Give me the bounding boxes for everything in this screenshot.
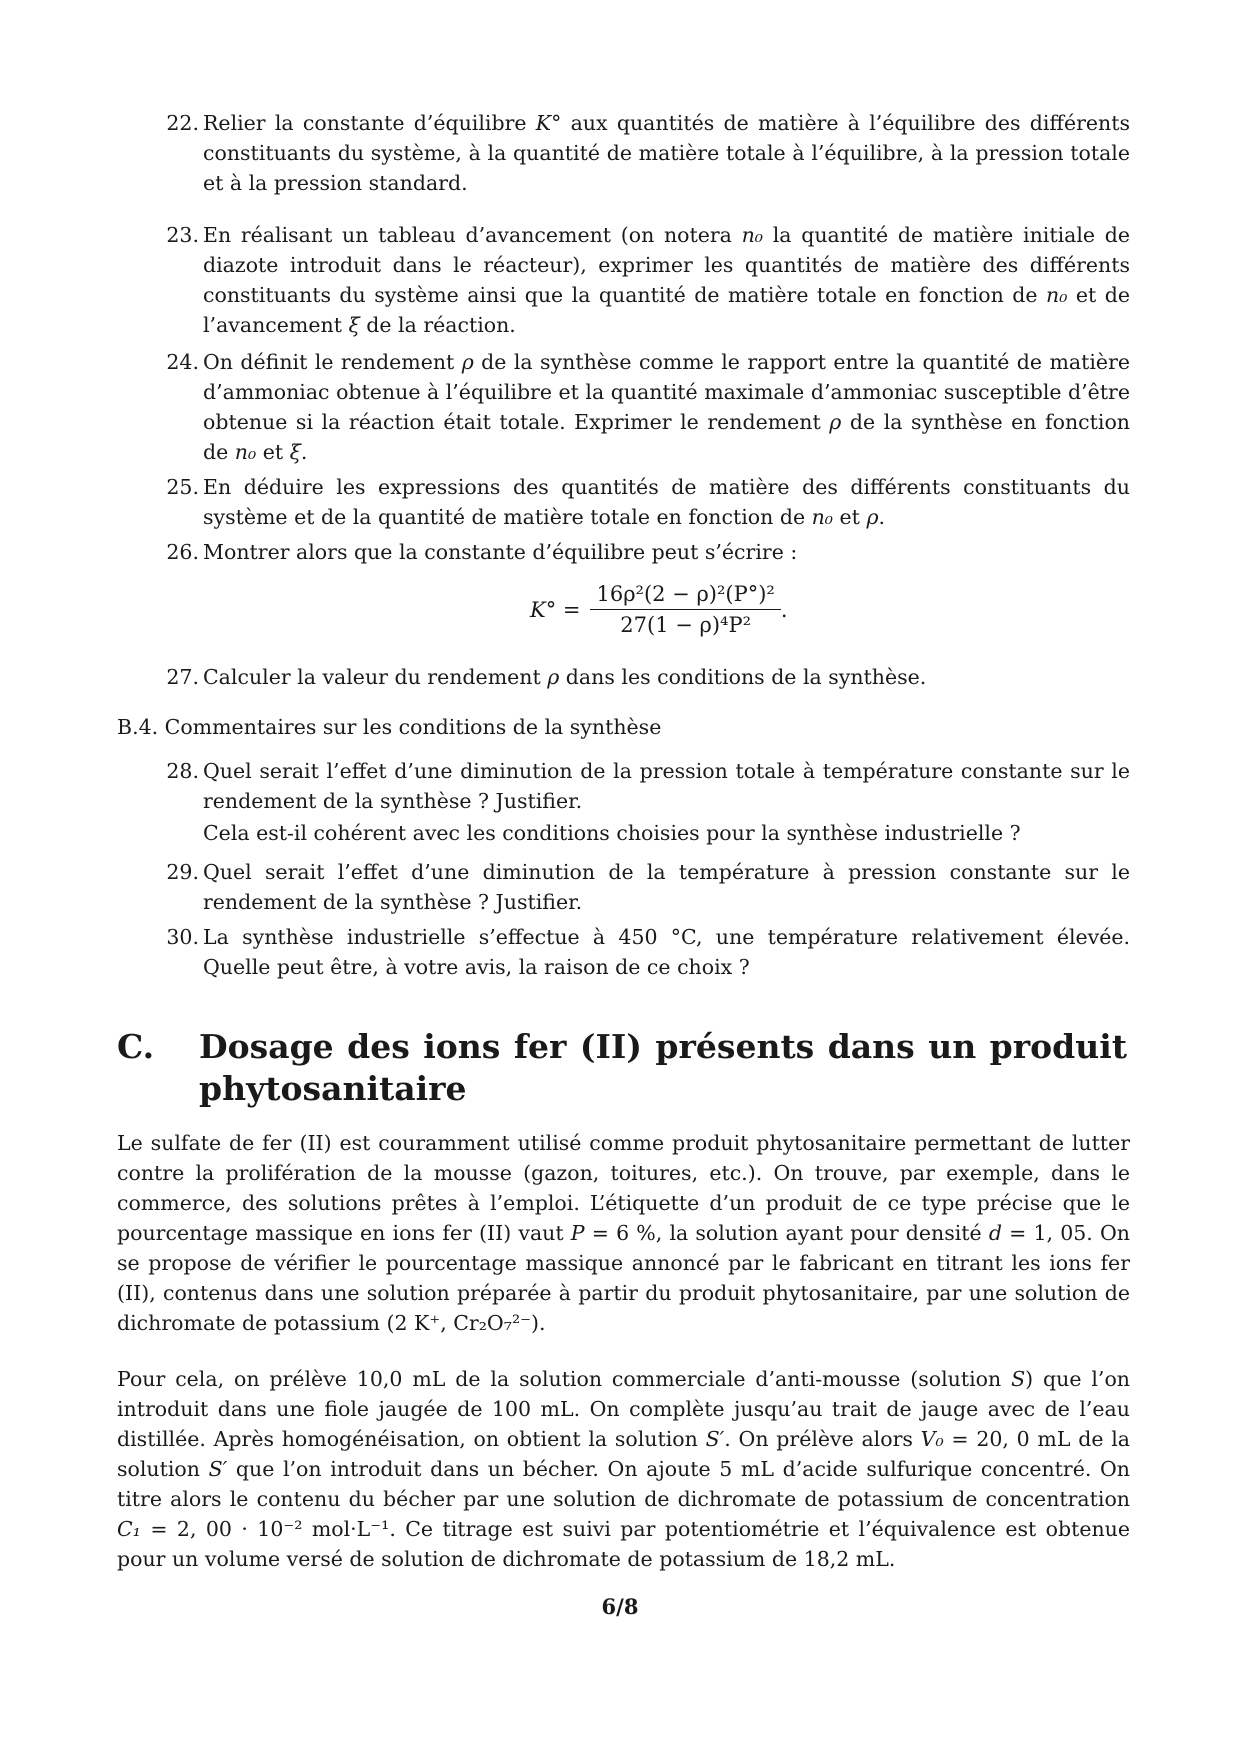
question-29: 29. Quel serait l’effet d’une diminution de la température à pression constante sur le rendement de la synthèse ? Justifier. <box>155 857 1130 917</box>
question-number: 22. <box>166 111 199 135</box>
equilibrium-constant-formula <box>530 582 788 637</box>
formula-denominator: 27(1 − ρ)⁴P² <box>620 613 752 637</box>
question-26: 26. Montrer alors que la constante d’équilibre peut s’écrire : <box>155 537 1130 567</box>
question-number: 28. <box>166 759 199 783</box>
question-28: 28. Quel serait l’effet d’une diminution de la pression totale à température constante sur le rendement de la synthèse ? Justifier. <box>155 756 1130 816</box>
question-number: 25. <box>166 475 199 499</box>
question-27: 27. Calculer la valeur du rendement ρ dans les conditions de la synthèse. <box>155 662 1130 692</box>
paragraph-protocol: Pour cela, on prélève 10,0 mL de la solution commerciale d’anti-mousse (solution S) que l’on introduit dans une fiole jaugée de 100 mL. On complète jusqu’au trait de jauge avec de l’eau distillée. Après homogénéisation, on obtient la solution S′. On prélève alors V₀ = 20, 0 mL de la solution S′ que l’on introduit dans un bécher. On ajoute 5 mL d’acide sulfurique concentré. On titre alors le contenu du bécher par une solution de dichromate de potassium de concentration C₁ = 2, 00 · 10⁻² mol·L⁻¹. Ce titrage est suivi par potentiométrie et l’équivalence est obtenue pour un volume versé de solution de dichromate de potassium de 18,2 mL. <box>117 1367 1130 1571</box>
question-22: 22. Relier la constante d’équilibre K° aux quantités de matière à l’équilibre des différents constituants du système, à la quantité de matière totale à l’équilibre, à la pression totale et à la pression standard. <box>155 108 1130 198</box>
section-heading <box>117 1026 1127 1110</box>
section-letter: C. <box>117 1027 155 1066</box>
formula-end: . <box>780 597 788 622</box>
formula-lhs: K° = <box>530 597 581 622</box>
subsection-heading: B.4. Commentaires sur les conditions de la synthèse <box>117 715 662 739</box>
question-25: 25. En déduire les expressions des quantités de matière des différents constituants du système et de la quantité de matière totale en fonction de n₀ et ρ. <box>155 472 1130 532</box>
question-23: 23. En réalisant un tableau d’avancement (on notera n₀ la quantité de matière initiale de diazote introduit dans le réacteur), exprimer les quantités de matière des différents constituants du système ainsi que la quantité de matière totale en fonction de n₀ et de l’avancement ξ de la réaction. <box>155 220 1130 340</box>
question-number: 26. <box>166 540 199 564</box>
paragraph-intro: Le sulfate de fer (II) est couramment utilisé comme produit phytosanitaire permettant de lutter contre la prolifération de la mousse (gazon, toitures, etc.). On trouve, par exemple, dans le commerce, des solutions prêtes à l’emploi. L’étiquette d’un produit de ce type précise que le pourcentage massique en ions fer (II) vaut P = 6 %, la solution ayant pour densité d = 1, 05. On se propose de vérifier le pourcentage massique annoncé par le fabricant en titrant les ions fer (II), contenus dans une solution préparée à partir du produit phytosanitaire, par une solution de dichromate de potassium (2 K⁺, Cr₂O₇²⁻). <box>117 1131 1130 1335</box>
formula-fraction <box>590 582 780 637</box>
question-28-followup: Cela est-il cohérent avec les conditions choisies pour la synthèse industrielle ? <box>203 821 1021 845</box>
question-number: 27. <box>166 665 199 689</box>
section-title: Dosage des ions fer (II) présents dans un produit phytosanitaire <box>199 1027 1127 1108</box>
question-number: 24. <box>166 350 199 374</box>
page-number: 6/8 <box>601 1594 639 1619</box>
question-number: 29. <box>166 860 199 884</box>
question-24: 24. On définit le rendement ρ de la synthèse comme le rapport entre la quantité de matière d’ammoniac obtenue à l’équilibre et la quantité maximale d’ammoniac susceptible d’être obtenue si la réaction était totale. Exprimer le rendement ρ de la synthèse en fonction de n₀ et ξ. <box>155 347 1130 467</box>
question-number: 30. <box>166 925 199 949</box>
formula-numerator: 16ρ²(2 − ρ)²(P°)² <box>590 582 780 610</box>
question-number: 23. <box>166 223 199 247</box>
question-30: 30. La synthèse industrielle s’effectue à 450 °C, une température relativement élevée. Quelle peut être, à votre avis, la raison de ce choix ? <box>155 922 1130 982</box>
